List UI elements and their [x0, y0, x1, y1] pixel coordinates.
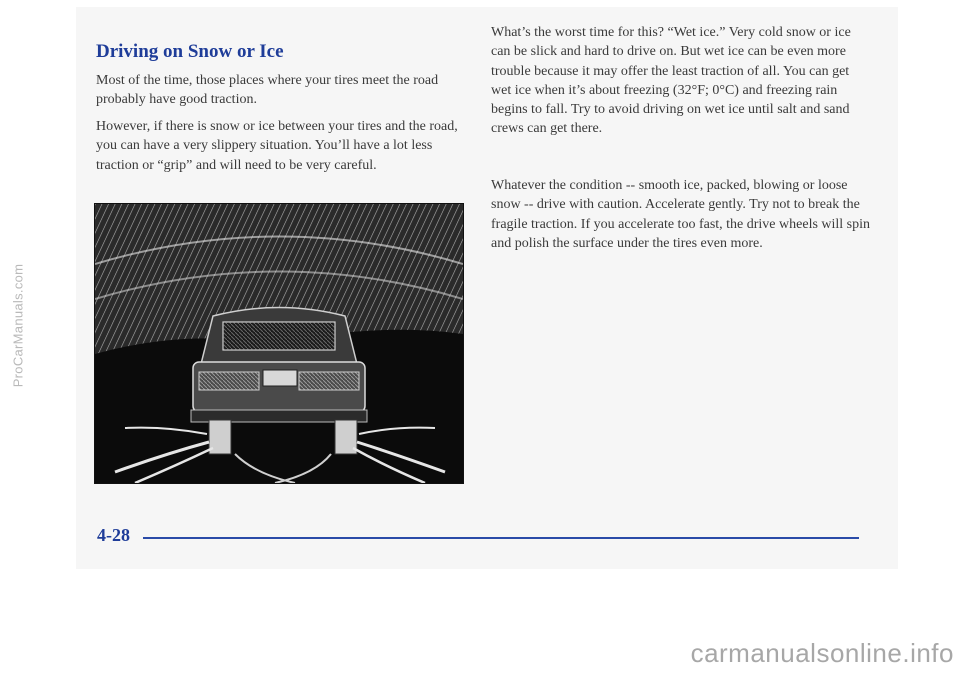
site-watermark: carmanualsonline.info — [690, 638, 954, 668]
side-watermark-text: ProCarManuals.com — [10, 263, 26, 388]
page-number: 4-28 — [97, 525, 130, 545]
paragraph-slippery-situation: However, if there is snow or ice between your tires and the road, you can have a very slippery situation. You’ll have a lot less traction or “grip” and will need to be very careful. — [96, 119, 458, 173]
car-on-ice-illustration — [94, 203, 464, 484]
footer-rule — [143, 537, 859, 539]
paragraph-drive-with-caution: Whatever the condition -- smooth ice, packed, blowing or loose snow -- drive with caution. Accelerate gently. Try not to break the fragile traction. If you accelerate too fast, the drive wheels will spin and polish the surface under the tires even more. — [491, 178, 871, 251]
paragraph-wet-ice: What’s the worst time for this? “Wet ice.” Very cold snow or ice can be slick and hard to drive on. But wet ice can be even more trouble because it may offer the least traction of all. You can get wet ice when it’s about freezing (32°F; 0°C) and freezing rain begins to fall. Try to avoid driving on wet ice until salt and sand crews can get there. — [491, 25, 851, 137]
side-watermark — [0, 180, 26, 480]
section-heading: Driving on Snow or Ice — [96, 41, 284, 62]
paragraph-good-traction: Most of the time, those places where your tires meet the road probably have good traction. — [96, 73, 439, 108]
